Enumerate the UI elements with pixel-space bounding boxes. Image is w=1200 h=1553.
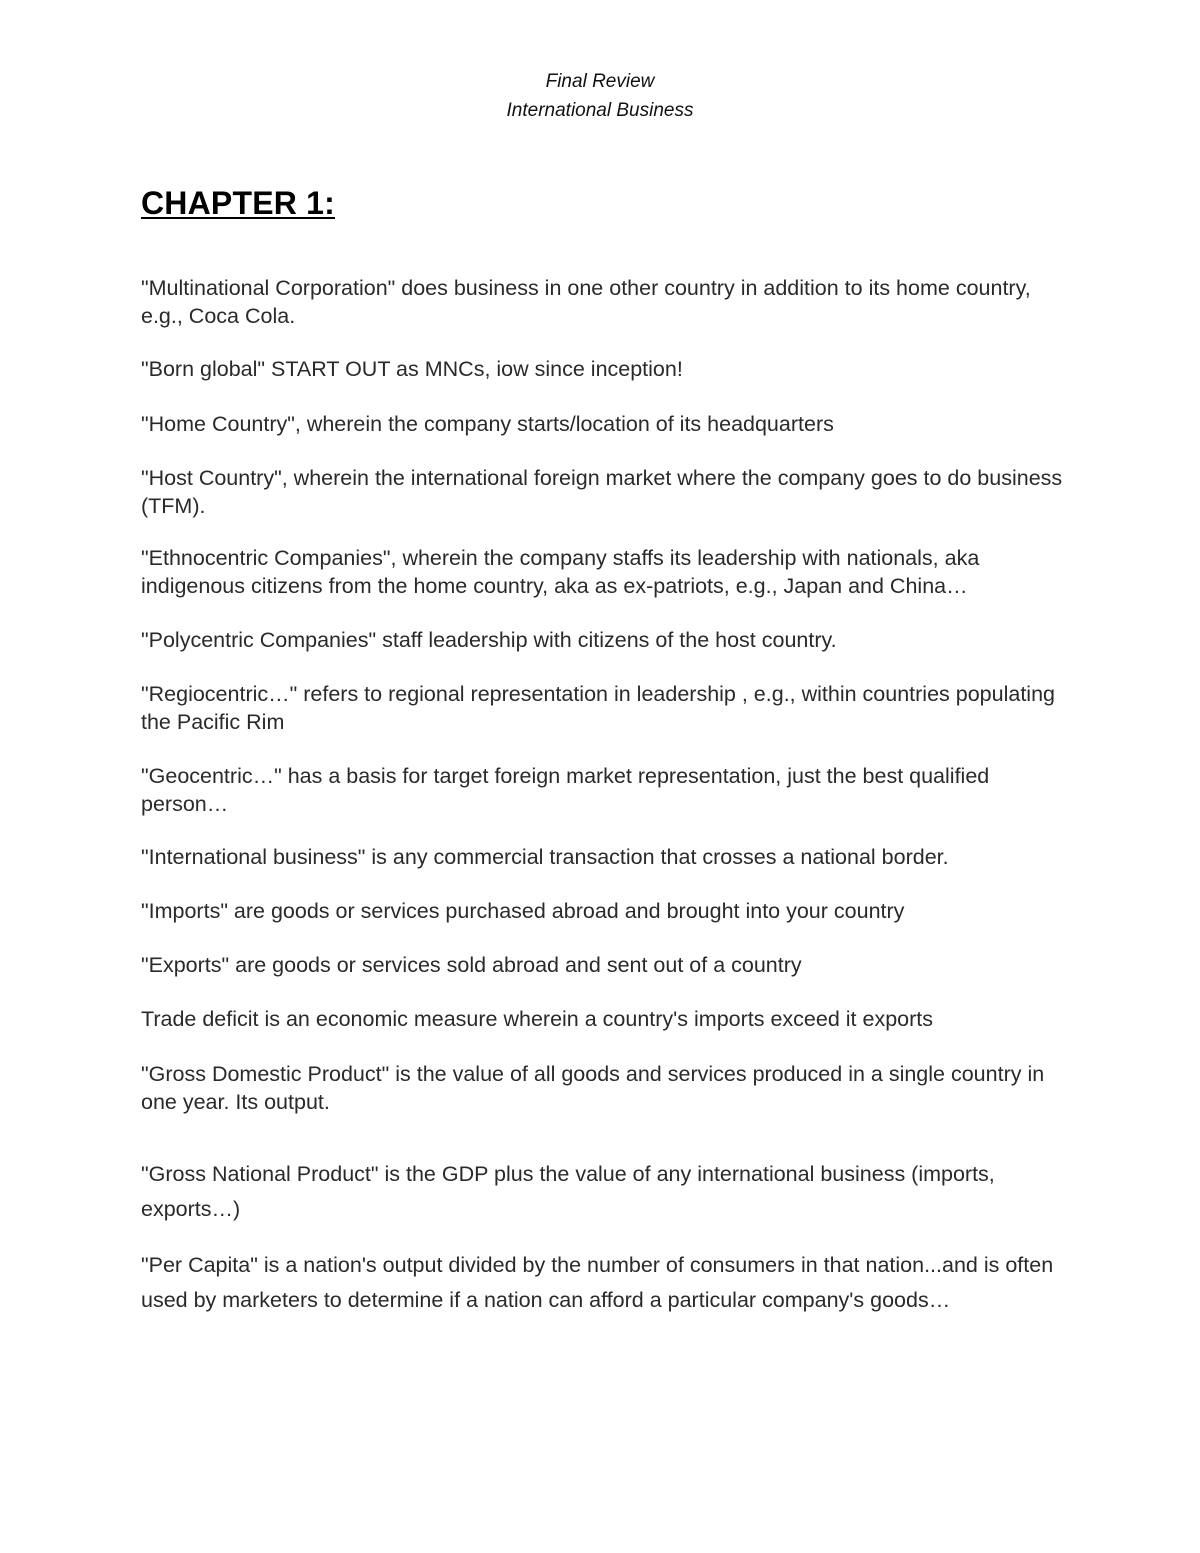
paragraph-per-capita: "Per Capita" is a nation's output divided by the number of consumers in that nation...and is often used by marketers to determine if a nation can afford a particular company's goods… xyxy=(141,1253,1054,1312)
header-title: Final Review xyxy=(545,71,655,92)
paragraph-home-country: "Home Country", wherein the company starts/location of its headquarters xyxy=(141,412,834,436)
paragraph-imports: "Imports" are goods or services purchased abroad and brought into your country xyxy=(141,899,905,923)
chapter-heading: CHAPTER 1: xyxy=(141,185,336,221)
paragraph-geocentric: "Geocentric…" has a basis for target foreign market representation, just the best qualified person… xyxy=(141,764,990,816)
paragraph-polycentric: "Polycentric Companies" staff leadership with citizens of the host country. xyxy=(141,628,837,652)
paragraph-regiocentric: "Regiocentric…" refers to regional representation in leadership , e.g., within countries populating the Pacific Rim xyxy=(141,682,1055,734)
paragraph-exports: "Exports" are goods or services sold abroad and sent out of a country xyxy=(141,953,802,977)
header-subtitle: International Business xyxy=(506,100,694,121)
paragraph-trade-deficit: Trade deficit is an economic measure wherein a country's imports exceed it exports xyxy=(141,1007,933,1031)
paragraph-multinational: "Multinational Corporation" does business in one other country in addition to its home country, e.g., Coca Cola. xyxy=(141,276,1031,328)
paragraph-international-business: "International business" is any commercial transaction that crosses a national border. xyxy=(141,845,949,869)
paragraph-gdp: "Gross Domestic Product" is the value of all goods and services produced in a single country in one year. Its output. xyxy=(141,1062,1045,1114)
paragraph-host-country: "Host Country", wherein the international foreign market where the company goes to do business (TFM). xyxy=(141,466,1063,518)
paragraph-gnp: "Gross National Product" is the GDP plus the value of any international business (imports, exports…) xyxy=(141,1162,995,1221)
paragraph-ethnocentric: "Ethnocentric Companies", wherein the company staffs its leadership with nationals, aka indigenous citizens from the home country, aka as ex-patriots, e.g., Japan and China… xyxy=(141,546,980,598)
paragraph-born-global: "Born global" START OUT as MNCs, iow since inception! xyxy=(141,357,683,381)
